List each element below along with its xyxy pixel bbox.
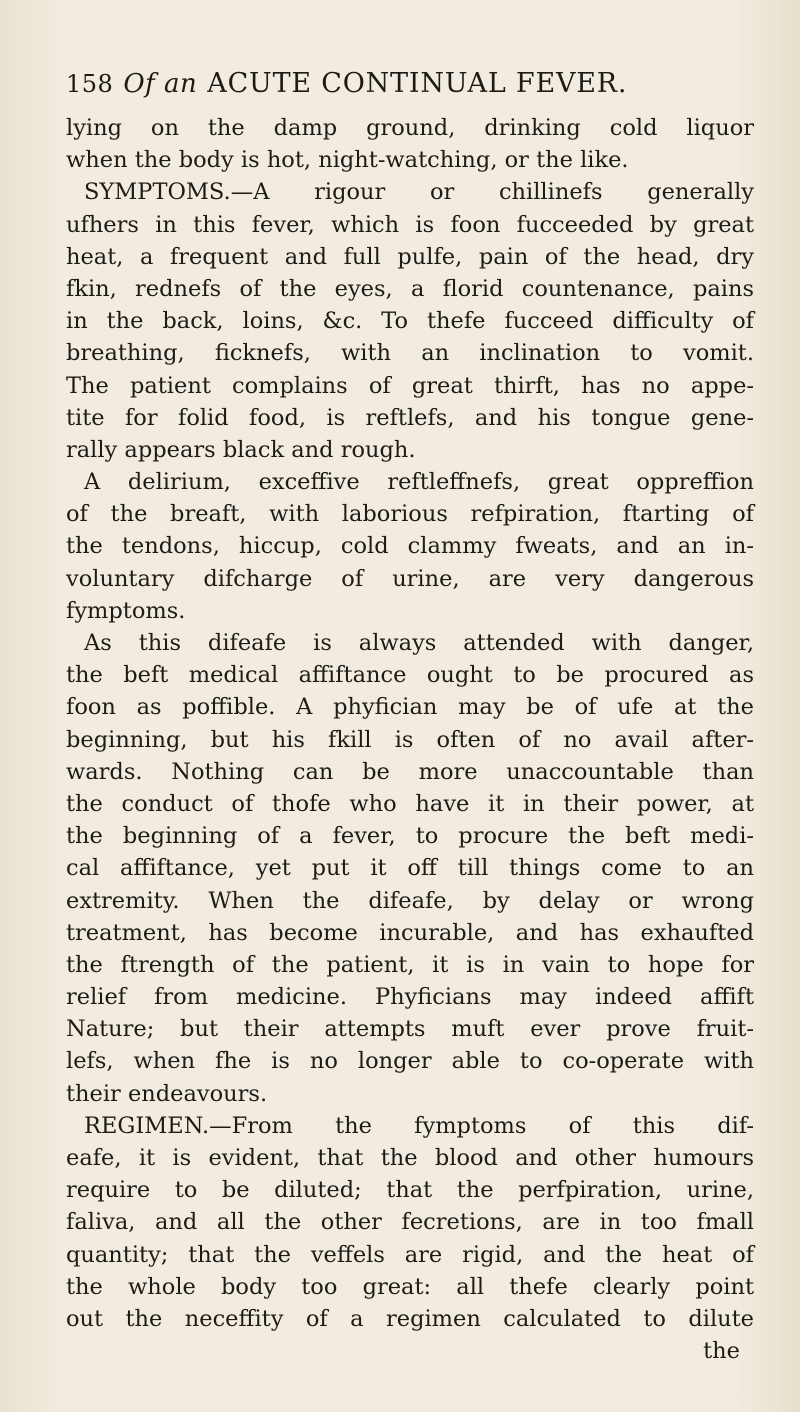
text-line: fkin, rednefs of the eyes, a florid countenance, pains [66,275,754,302]
running-head-prefix: Of an [123,69,198,99]
page-number: 158 [66,70,114,98]
text-line: the whole body too great: all thefe clearly point [66,1273,754,1300]
text-line: fymptoms. [66,597,186,624]
text-line: tite for folid food, is reftlefs, and his tongue gene- [66,404,754,431]
text-line: beginning, but his fkill is often of no avail after- [66,726,754,753]
text-line: of the breaft, with laborious refpiration, ftarting of [66,501,754,528]
catchword: the [703,1338,740,1365]
text-line: faliva, and all the other fecretions, are in too fmall [66,1209,754,1236]
text-line: in the back, loins, &c. To thefe fucceed difficulty of [66,308,754,335]
text-line: lefs, when fhe is no longer able to co-operate with [66,1048,754,1075]
text-line: Nature; but their attempts muft ever prove fruit- [66,1016,754,1043]
text-line: the beft medical affiftance ought to be procured as [66,662,754,689]
text-line: breathing, ficknefs, with an inclination to vomit. [66,340,754,367]
text-line: rally appears black and rough. [66,436,416,463]
text-line: relief from medicine. Phyficians may indeed affift [66,984,754,1011]
text-line: when the body is hot, night-watching, or the like. [66,147,629,174]
text-line: SYMPTOMS.—A rigour or chillinefs generally [84,179,754,206]
text-line: lying on the damp ground, drinking cold liquor [66,115,754,141]
text-line: The patient complains of great thirft, has no appe- [66,372,754,399]
text-line: A delirium, exceffive reftleffnefs, great oppreffion [84,469,754,496]
text-line: heat, a frequent and full pulfe, pain of the head, dry [66,243,754,270]
text-line: out the neceffity of a regimen calculated to dilute [66,1305,754,1332]
text-line: the conduct of thofe who have it in their power, at [66,790,754,817]
body-text [66,112,754,1367]
text-line: ufhers in this fever, which is foon fucceeded by great [66,211,754,238]
text-line: cal affiftance, yet put it off till things come to an [66,855,754,882]
running-head [66,68,754,108]
text-line: REGIMEN.—From the fymptoms of this dif- [84,1112,754,1139]
text-line: their endeavours. [66,1080,268,1107]
text-line: the tendons, hiccup, cold clammy fweats, and an in- [66,533,754,560]
text-line: the ftrength of the patient, it is in vain to hope for [66,951,754,978]
text-line: require to be diluted; that the perfpiration, urine, [66,1177,754,1204]
text-line: treatment, has become incurable, and has exhaufted [66,919,754,946]
running-head-title: ACUTE CONTINUAL FEVER. [207,68,628,99]
text-line: the beginning of a fever, to procure the beft medi- [66,823,754,850]
text-line: eafe, it is evident, that the blood and other humours [66,1145,754,1171]
text-line: As this difeafe is always attended with danger, [84,630,754,656]
text-line: foon as poffible. A phyfician may be of ufe at the [66,694,754,721]
text-line: quantity; that the veffels are rigid, and the heat of [66,1241,754,1268]
text-line: extremity. When the difeafe, by delay or wrong [66,887,754,914]
text-line: voluntary difcharge of urine, are very dangerous [66,565,754,592]
text-line: wards. Nothing can be more unaccountable than [66,758,754,785]
